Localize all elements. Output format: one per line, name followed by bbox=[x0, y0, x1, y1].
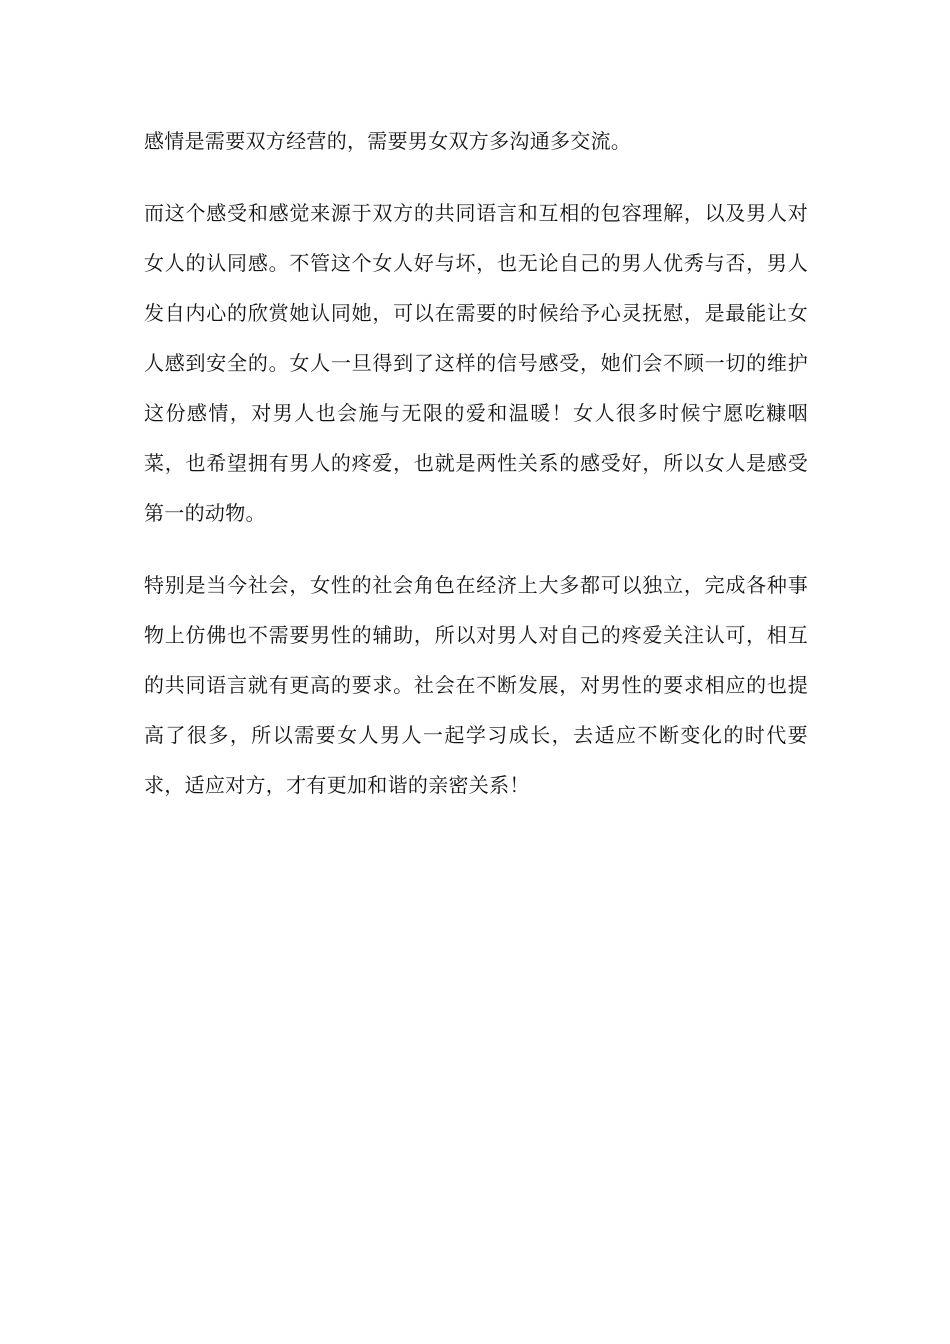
document-body bbox=[144, 116, 808, 832]
paragraph-2: 而这个感受和感觉来源于双方的共同语言和互相的包容理解，以及男人对女人的认同感。不管这个女人好与坏，也无论自己的男人优秀与否，男人发自内心的欣赏她认同她，可以在需要的时候给予心灵抚慰，是最能让女人感到安全的。女人一旦得到了这样的信号感受，她们会不顾一切的维护这份感情，对男人也会施与无限的爱和温暖！女人很多时候宁愿吃糠咽菜，也希望拥有男人的疼爱，也就是两性关系的感受好，所以女人是感受第一的动物。 bbox=[144, 201, 808, 525]
paragraph-1: 感情是需要双方经营的，需要男女双方多沟通多交流。 bbox=[144, 129, 632, 153]
paragraph-3: 特别是当今社会，女性的社会角色在经济上大多都可以独立，完成各种事物上仿佛也不需要男性的辅助，所以对男人对自己的疼爱关注认可，相互的共同语言就有更高的要求。社会在不断发展，对男性的要求相应的也提高了很多，所以需要女人男人一起学习成长，去适应不断变化的时代要求，适应对方，才有更加和谐的亲密关系！ bbox=[144, 573, 808, 797]
